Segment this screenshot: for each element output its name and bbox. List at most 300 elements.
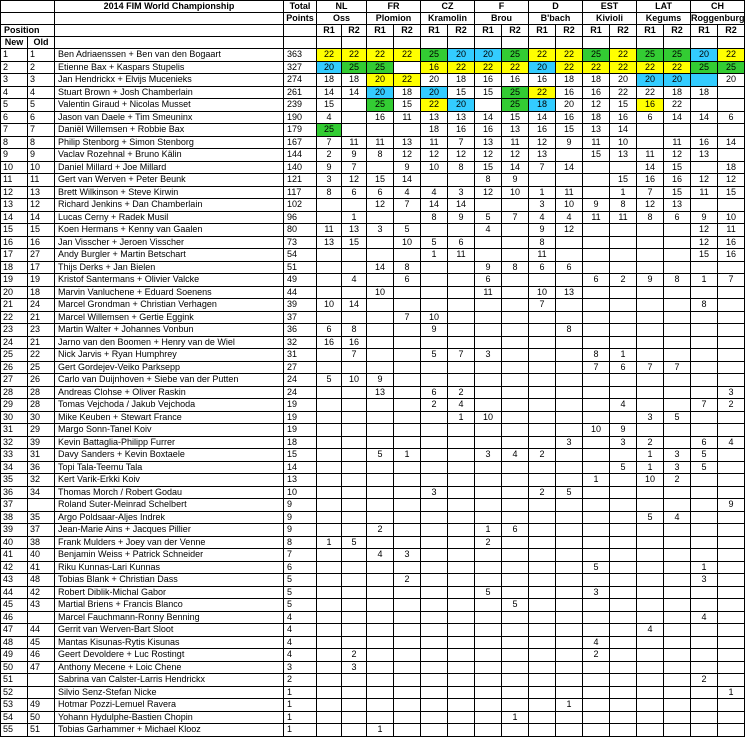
race-points: 7 (691, 399, 718, 412)
race-points (718, 449, 745, 462)
race-points: 16 (691, 136, 718, 149)
race-points (394, 249, 421, 262)
race-points: 3 (664, 461, 691, 474)
race-points (610, 549, 637, 562)
race-points (664, 536, 691, 549)
race-points: 18 (342, 74, 367, 87)
table-row (1, 249, 745, 262)
race-points: 7 (529, 299, 556, 312)
race-points (556, 674, 583, 687)
team-name: Jan Hendrickx + Elvijs Mucenieks (55, 74, 284, 87)
race-points (610, 611, 637, 624)
race-points: 12 (691, 236, 718, 249)
header-row-venues (1, 13, 745, 25)
race-points (394, 561, 421, 574)
race-points (637, 599, 664, 612)
race-points (691, 649, 718, 662)
race-points (367, 674, 394, 687)
race-points (664, 611, 691, 624)
race-points (448, 436, 475, 449)
race-points: 7 (394, 311, 421, 324)
race-points: 5 (394, 224, 421, 237)
position-new: 34 (1, 461, 28, 474)
race-points: 16 (637, 99, 664, 112)
round-label: R2 (448, 25, 475, 37)
race-points: 8 (637, 211, 664, 224)
race-points (691, 386, 718, 399)
race-points: 11 (583, 136, 610, 149)
position-new: 54 (1, 711, 28, 724)
race-points: 16 (556, 86, 583, 99)
race-points (448, 599, 475, 612)
position-new: 16 (1, 236, 28, 249)
race-points: 6 (317, 324, 342, 337)
race-points (556, 636, 583, 649)
race-points (394, 586, 421, 599)
total-points: 1 (284, 724, 317, 737)
race-points (367, 461, 394, 474)
race-points: 22 (718, 49, 745, 62)
race-points (421, 699, 448, 712)
race-points (718, 599, 745, 612)
race-points (718, 486, 745, 499)
race-points (664, 399, 691, 412)
race-points (529, 724, 556, 737)
race-points (583, 249, 610, 262)
team-name: Anthony Mecene + Loic Chene (55, 661, 284, 674)
race-points: 7 (448, 136, 475, 149)
race-points (691, 336, 718, 349)
race-points: 11 (342, 136, 367, 149)
race-points (691, 686, 718, 699)
table-row (1, 461, 745, 474)
race-points (367, 699, 394, 712)
race-points (317, 661, 342, 674)
race-points (394, 361, 421, 374)
position-new: 51 (1, 674, 28, 687)
race-points (664, 549, 691, 562)
race-points (421, 586, 448, 599)
race-points (691, 199, 718, 212)
venue-kramolin: Kramolin (421, 13, 475, 25)
race-points (475, 399, 502, 412)
race-points: 5 (556, 486, 583, 499)
position-new: 17 (1, 249, 28, 262)
race-points: 22 (637, 86, 664, 99)
race-points (317, 499, 342, 512)
race-points (475, 99, 502, 112)
table-row (1, 136, 745, 149)
race-points (421, 724, 448, 737)
race-points: 1 (691, 561, 718, 574)
race-points: 3 (475, 349, 502, 362)
race-points (367, 436, 394, 449)
race-points (367, 336, 394, 349)
race-points: 12 (342, 174, 367, 187)
race-points: 25 (664, 49, 691, 62)
race-points (664, 374, 691, 387)
total-points: 31 (284, 349, 317, 362)
race-points (718, 424, 745, 437)
race-points (394, 511, 421, 524)
race-points: 12 (637, 199, 664, 212)
race-points: 4 (637, 624, 664, 637)
race-points (394, 211, 421, 224)
round-label: R2 (718, 25, 745, 37)
race-points: 7 (529, 161, 556, 174)
race-points (342, 249, 367, 262)
race-points (637, 224, 664, 237)
race-points: 15 (475, 86, 502, 99)
race-points (556, 236, 583, 249)
race-points (556, 724, 583, 737)
race-points: 10 (637, 474, 664, 487)
position-new: 31 (1, 424, 28, 437)
race-points (342, 549, 367, 562)
team-name: Tomas Vejchoda / Jakub Vejchoda (55, 399, 284, 412)
total-points: 14 (284, 461, 317, 474)
race-points: 4 (448, 399, 475, 412)
position-new: 11 (1, 174, 28, 187)
race-points (448, 586, 475, 599)
round-label: R1 (317, 25, 342, 37)
table-row (1, 436, 745, 449)
total-points: 18 (284, 436, 317, 449)
race-points: 20 (421, 74, 448, 87)
header-blank (284, 37, 317, 49)
position-old (28, 499, 55, 512)
team-name: Geert Devoldere + Luc Rostingt (55, 649, 284, 662)
race-points: 5 (664, 411, 691, 424)
position-new: 53 (1, 699, 28, 712)
race-points: 13 (448, 111, 475, 124)
race-points (718, 349, 745, 362)
race-points (502, 586, 529, 599)
race-points: 9 (448, 211, 475, 224)
country-ch: CH (691, 1, 745, 13)
race-points: 7 (342, 349, 367, 362)
race-points (637, 499, 664, 512)
race-points (502, 224, 529, 237)
race-points (394, 424, 421, 437)
race-points: 1 (502, 711, 529, 724)
race-points: 3 (610, 436, 637, 449)
race-points: 22 (394, 74, 421, 87)
race-points (448, 561, 475, 574)
position-new: 20 (1, 286, 28, 299)
position-old: 22 (28, 349, 55, 362)
race-points: 18 (394, 86, 421, 99)
header-blank (55, 37, 284, 49)
race-points (448, 361, 475, 374)
race-points (529, 461, 556, 474)
race-points (691, 624, 718, 637)
team-name: Lucas Cerny + Radek Musil (55, 211, 284, 224)
team-name: Topi Tala-Teemu Tala (55, 461, 284, 474)
total-label: Total (284, 1, 317, 13)
race-points (317, 449, 342, 462)
race-points (475, 686, 502, 699)
race-points: 25 (691, 61, 718, 74)
position-new: 28 (1, 386, 28, 399)
race-points (475, 461, 502, 474)
race-points (664, 311, 691, 324)
race-points (718, 286, 745, 299)
race-points (718, 149, 745, 162)
race-points (583, 574, 610, 587)
team-name: Carlo van Duijnhoven + Siebe van der Putten (55, 374, 284, 387)
race-points (718, 261, 745, 274)
total-points: 37 (284, 311, 317, 324)
race-points (664, 636, 691, 649)
position-old: 28 (28, 386, 55, 399)
table-row (1, 336, 745, 349)
race-points (691, 74, 718, 87)
race-points: 4 (583, 636, 610, 649)
race-points (502, 299, 529, 312)
race-points (317, 211, 342, 224)
race-points (556, 474, 583, 487)
team-name: Philip Stenborg + Simon Stenborg (55, 136, 284, 149)
race-points (342, 686, 367, 699)
round-label: R1 (421, 25, 448, 37)
race-points (502, 236, 529, 249)
total-points: 5 (284, 586, 317, 599)
race-points (342, 611, 367, 624)
race-points: 11 (556, 186, 583, 199)
race-points (448, 474, 475, 487)
position-new: 24 (1, 336, 28, 349)
race-points (610, 561, 637, 574)
race-points: 6 (664, 211, 691, 224)
race-points (394, 524, 421, 537)
race-points (637, 249, 664, 262)
race-points (691, 486, 718, 499)
race-points (342, 286, 367, 299)
race-points: 20 (367, 86, 394, 99)
race-points (610, 499, 637, 512)
total-points: 49 (284, 274, 317, 287)
race-points (317, 436, 342, 449)
position-old: 32 (28, 474, 55, 487)
race-points (610, 699, 637, 712)
round-label: R1 (691, 25, 718, 37)
race-points: 22 (394, 49, 421, 62)
race-points (583, 186, 610, 199)
table-row (1, 74, 745, 87)
position-new: 22 (1, 311, 28, 324)
race-points (342, 624, 367, 637)
race-points: 5 (317, 374, 342, 387)
race-points: 10 (556, 199, 583, 212)
race-points: 13 (691, 149, 718, 162)
race-points: 2 (317, 149, 342, 162)
position-old: 2 (28, 61, 55, 74)
total-points: 117 (284, 186, 317, 199)
race-points: 11 (502, 136, 529, 149)
race-points: 20 (421, 86, 448, 99)
race-points: 14 (421, 199, 448, 212)
total-points: 27 (284, 361, 317, 374)
race-points (421, 499, 448, 512)
race-points: 16 (637, 174, 664, 187)
position-new: 39 (1, 524, 28, 537)
race-points: 2 (610, 274, 637, 287)
race-points: 16 (556, 111, 583, 124)
team-name: Jason van Daele + Tim Smeuninx (55, 111, 284, 124)
race-points: 22 (342, 49, 367, 62)
race-points (583, 324, 610, 337)
race-points (610, 599, 637, 612)
race-points: 3 (529, 199, 556, 212)
race-points: 12 (475, 186, 502, 199)
race-points (367, 599, 394, 612)
total-points: 261 (284, 86, 317, 99)
race-points: 12 (448, 149, 475, 162)
total-points: 24 (284, 374, 317, 387)
table-row (1, 299, 745, 312)
race-points (502, 674, 529, 687)
total-points: 39 (284, 299, 317, 312)
table-row (1, 86, 745, 99)
race-points (317, 274, 342, 287)
race-points: 16 (718, 249, 745, 262)
race-points: 5 (691, 449, 718, 462)
race-points (556, 599, 583, 612)
race-points: 16 (317, 336, 342, 349)
total-points: 54 (284, 249, 317, 262)
total-points: 19 (284, 424, 317, 437)
race-points (610, 161, 637, 174)
race-points (664, 574, 691, 587)
total-points: 73 (284, 236, 317, 249)
race-points: 16 (421, 61, 448, 74)
race-points: 7 (317, 136, 342, 149)
race-points: 16 (610, 111, 637, 124)
race-points: 25 (367, 61, 394, 74)
race-points (394, 124, 421, 137)
race-points (367, 486, 394, 499)
race-points: 6 (475, 274, 502, 287)
race-points: 25 (342, 61, 367, 74)
race-points (529, 411, 556, 424)
header-row-newold (1, 37, 745, 49)
race-points: 9 (529, 224, 556, 237)
race-points: 12 (583, 99, 610, 112)
position-old: 6 (28, 111, 55, 124)
race-points (502, 536, 529, 549)
race-points (367, 686, 394, 699)
race-points: 2 (637, 436, 664, 449)
total-points: 51 (284, 261, 317, 274)
race-points (367, 236, 394, 249)
position-old: 48 (28, 574, 55, 587)
race-points (448, 649, 475, 662)
race-points: 4 (421, 186, 448, 199)
race-points (556, 174, 583, 187)
position-new: 27 (1, 374, 28, 387)
race-points (317, 474, 342, 487)
race-points (448, 624, 475, 637)
race-points (583, 674, 610, 687)
race-points: 11 (691, 186, 718, 199)
race-points (529, 324, 556, 337)
race-points (664, 674, 691, 687)
team-name: Thomas Morch / Robert Godau (55, 486, 284, 499)
race-points: 8 (529, 236, 556, 249)
race-points (556, 374, 583, 387)
race-points (556, 611, 583, 624)
race-points: 3 (691, 574, 718, 587)
race-points (664, 699, 691, 712)
total-points: 10 (284, 486, 317, 499)
race-points: 11 (448, 249, 475, 262)
race-points (637, 124, 664, 137)
position-new: 18 (1, 261, 28, 274)
race-points (637, 386, 664, 399)
race-points: 3 (556, 436, 583, 449)
race-points (502, 461, 529, 474)
table-row (1, 524, 745, 537)
race-points: 5 (610, 461, 637, 474)
race-points (664, 499, 691, 512)
race-points (394, 336, 421, 349)
race-points (502, 574, 529, 587)
position-old: 49 (28, 699, 55, 712)
race-points (637, 611, 664, 624)
race-points (583, 486, 610, 499)
race-points: 14 (475, 111, 502, 124)
race-points (448, 311, 475, 324)
round-label: R2 (664, 25, 691, 37)
race-points: 14 (317, 86, 342, 99)
round-label: R1 (367, 25, 394, 37)
team-name: Daniel Millard + Joe Millard (55, 161, 284, 174)
race-points (664, 586, 691, 599)
race-points (317, 486, 342, 499)
race-points (691, 261, 718, 274)
race-points (367, 611, 394, 624)
team-name: Mantas Kisunas-Rytis Kisunas (55, 636, 284, 649)
race-points (421, 599, 448, 612)
race-points (367, 474, 394, 487)
race-points (637, 549, 664, 562)
race-points (342, 436, 367, 449)
race-points (529, 374, 556, 387)
race-points (421, 411, 448, 424)
position-old: 3 (28, 74, 55, 87)
table-row (1, 661, 745, 674)
race-points (502, 699, 529, 712)
race-points (529, 524, 556, 537)
race-points (583, 511, 610, 524)
race-points: 7 (637, 361, 664, 374)
race-points: 2 (448, 386, 475, 399)
position-old: 35 (28, 511, 55, 524)
race-points: 10 (718, 211, 745, 224)
race-points (556, 711, 583, 724)
race-points (691, 124, 718, 137)
race-points (475, 499, 502, 512)
team-name: Koen Hermans + Kenny van Gaalen (55, 224, 284, 237)
race-points: 11 (421, 136, 448, 149)
race-points (394, 611, 421, 624)
race-points (583, 374, 610, 387)
race-points (610, 299, 637, 312)
race-points (502, 624, 529, 637)
race-points (718, 361, 745, 374)
race-points (718, 374, 745, 387)
